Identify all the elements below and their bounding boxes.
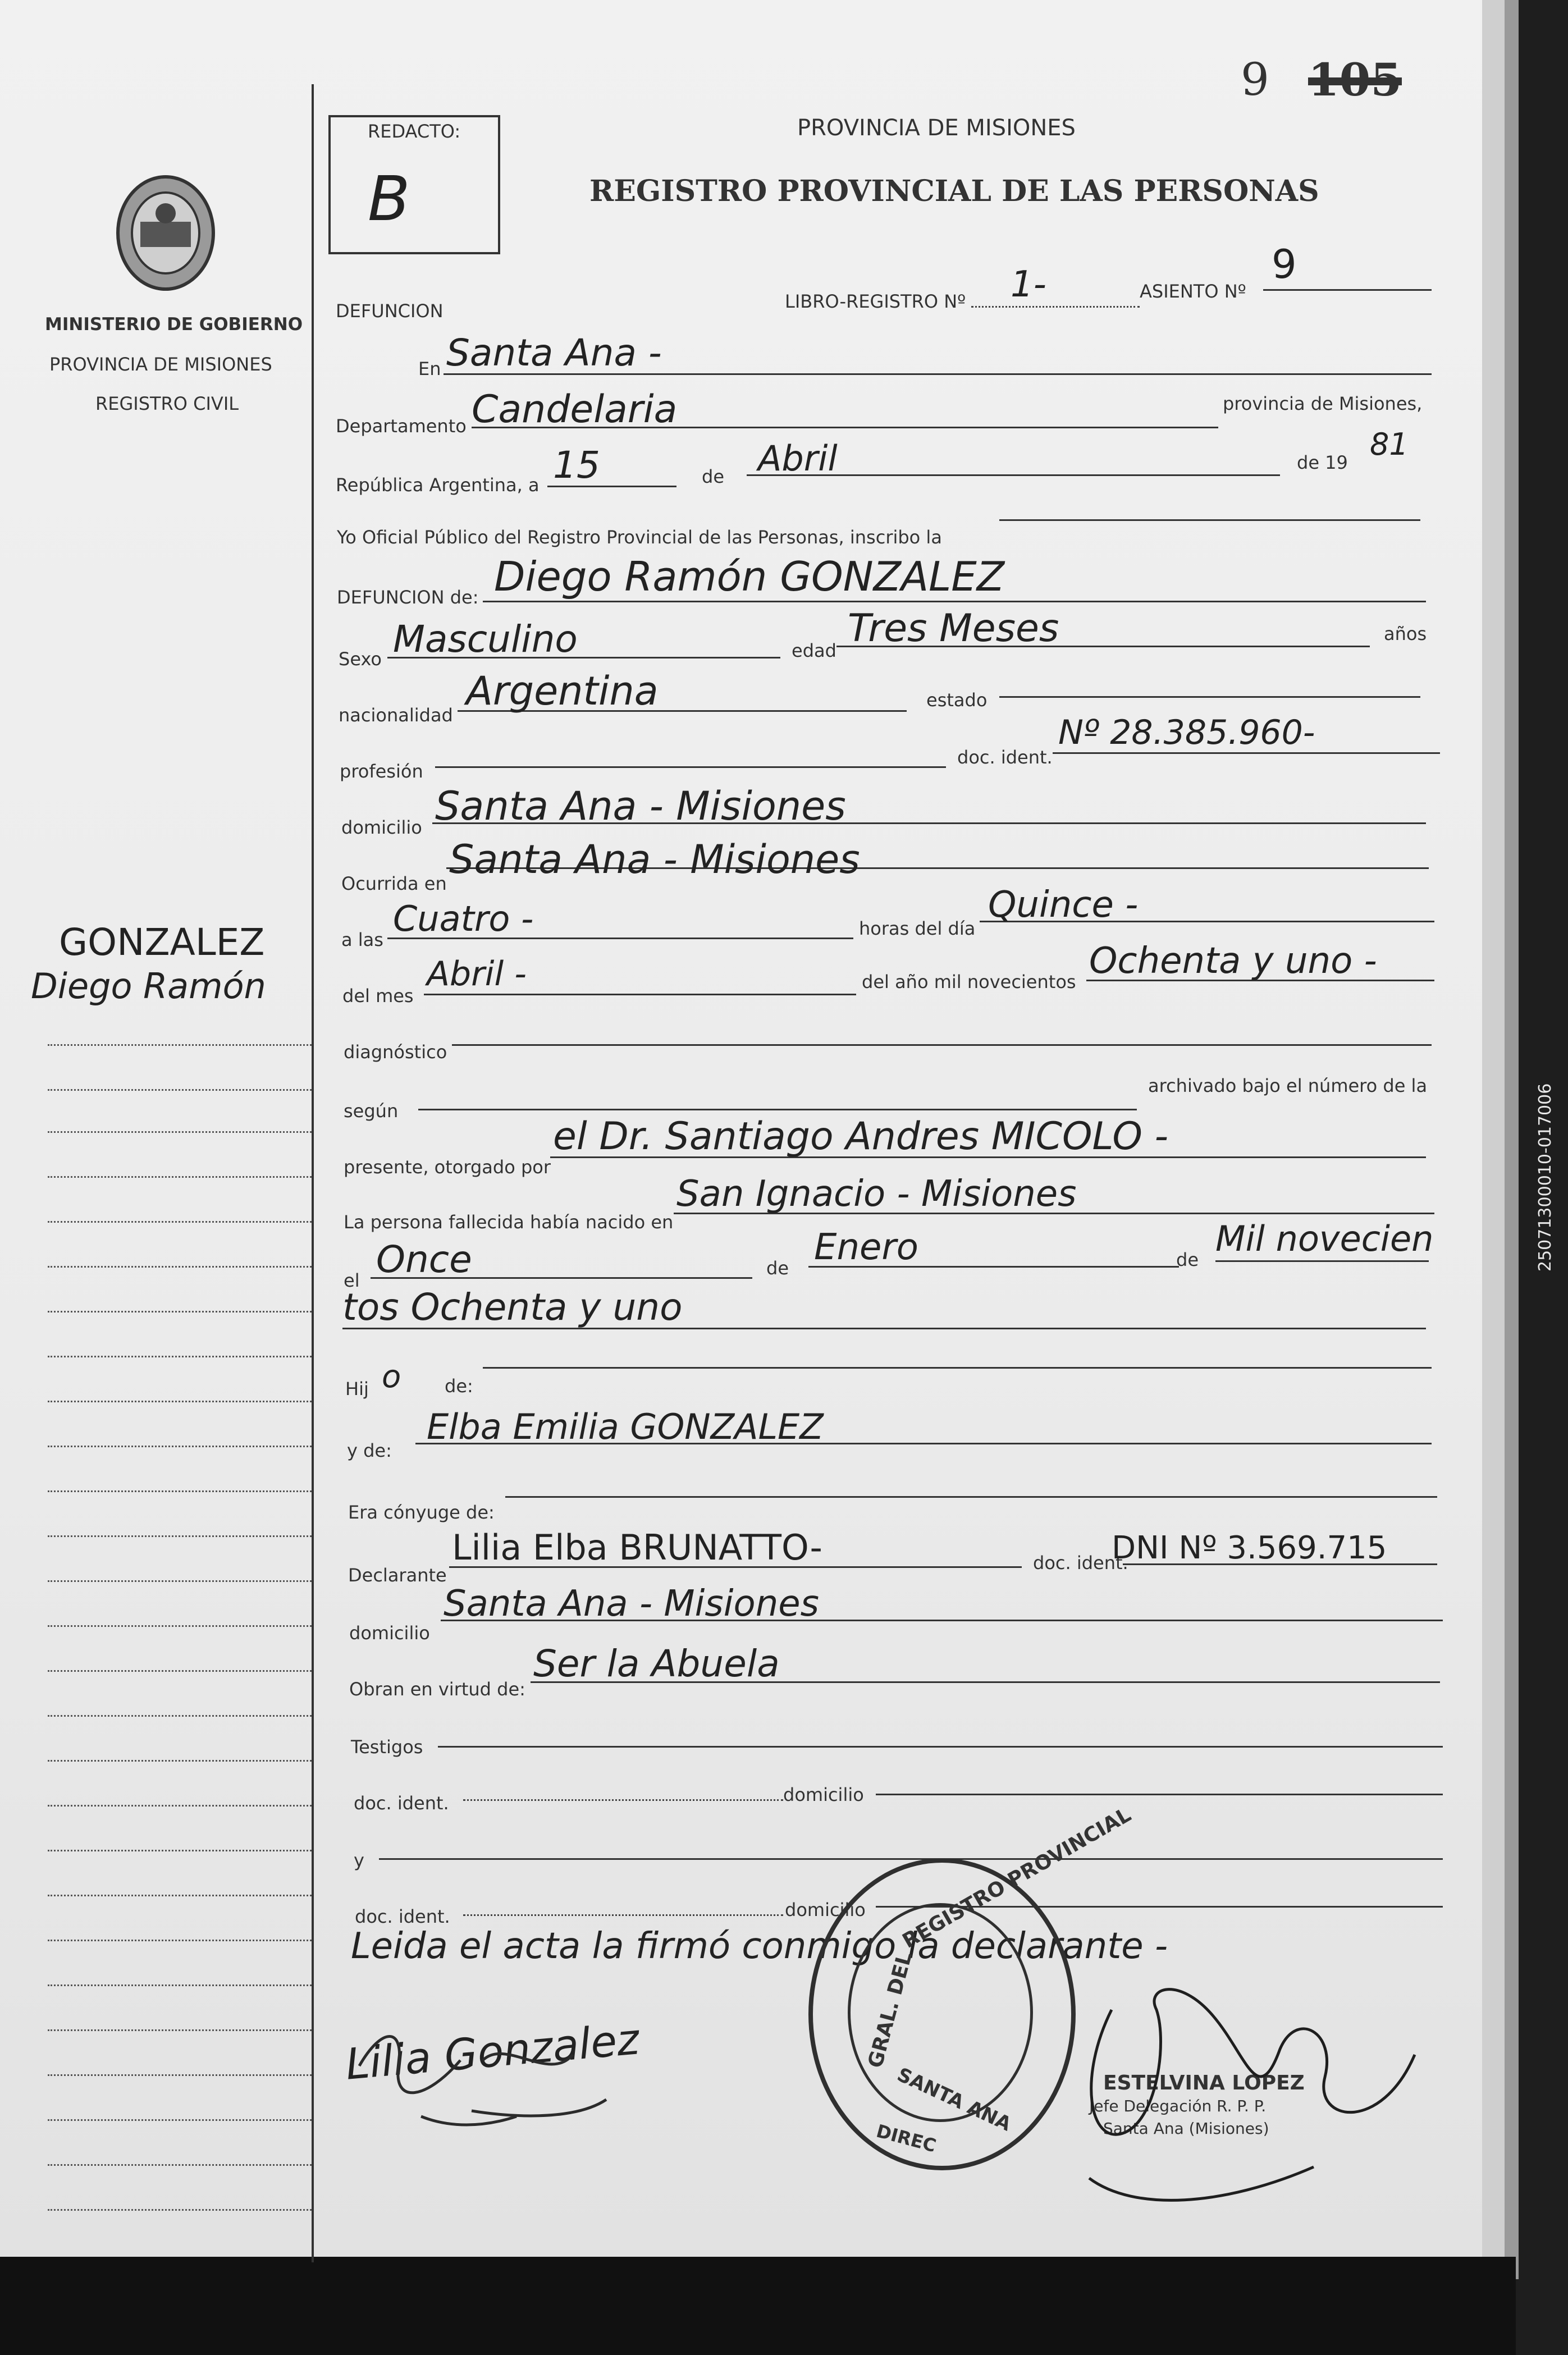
doc-ident-value: Nº 28.385.960- [1058,713,1315,752]
mes-texto-value: Abril - [427,954,527,994]
nacido-en-value: San Ignacio - Misiones [676,1173,1077,1215]
sexo-label: Sexo [339,648,382,670]
hijo-label: Hij [345,1378,369,1400]
ministry-label: MINISTERIO DE GOBIERNO [45,314,303,335]
sexo-value: Masculino [393,618,578,661]
obran-value: Ser la Abuela [533,1642,780,1685]
ano-value: 81 [1370,427,1409,462]
de-label-1: de [702,466,724,487]
nac-ano-line [1215,1260,1429,1262]
nombre-line [483,601,1426,602]
signature-declarante-scribble [337,1993,730,2139]
nacionalidad-label: nacionalidad [339,705,453,726]
nac-ano-value-1: Mil novecien [1215,1218,1434,1259]
seal-text-top: REGISTRO PROVINCIAL [898,1803,1135,1953]
testigo1-doc-label: doc. ident. [354,1792,449,1814]
de-label-3: de [1176,1249,1199,1270]
provincial-crest-icon [109,168,222,295]
asiento-line [1263,289,1432,291]
mes-value: Abril [758,438,838,479]
defuncion-de-label: DEFUNCION de: [337,587,479,608]
background-shadow [0,2257,1516,2355]
hijo-suffix: o [382,1359,401,1395]
estado-line [999,696,1420,698]
redacto-initial: B [368,163,410,235]
nombre-value: Diego Ramón GONZALEZ [494,553,1005,600]
seal-text-bottom2: DIREC [874,2120,939,2157]
official-signature [1044,1965,1448,2223]
de-label-2: de [766,1257,789,1279]
nacionalidad-value: Argentina [466,668,659,714]
testigo1-domicilio-line [876,1794,1443,1795]
redacto-label: REDACTO: [368,121,461,142]
otorgado-value: el Dr. Santiago Andres MICOLO - [553,1114,1169,1159]
firma-declarante: Lilia Gonzalez [344,2014,642,2089]
horas-dia-label: horas del día [859,918,976,939]
yo-oficial-line [999,519,1420,521]
declarante-value: Lilia Elba BRUNATTO- [452,1527,822,1568]
archivado-label: archivado bajo el número de la [1148,1075,1428,1096]
defuncion-header: DEFUNCION [336,300,444,322]
nacido-en-label: La persona fallecida había nacido en [344,1211,674,1233]
dia-value: 15 [553,443,600,487]
ocurrida-en-label: Ocurrida en [341,873,447,894]
edad-label: edad [792,640,836,661]
testigo1-doc-line [463,1799,783,1801]
registro-civil-label: REGISTRO CIVIL [95,393,239,414]
provincia-suffix: provincia de Misiones, [1223,393,1423,414]
profesion-label: profesión [340,761,423,782]
en-value: Santa Ana - [446,331,662,374]
declarante-doc-label: doc. ident. [1033,1552,1128,1574]
testigo2-doc-line [463,1914,783,1916]
anos-label: años [1384,623,1427,644]
era-conyuge-label: Era cónyuge de: [348,1502,495,1523]
margin-surname: GONZALEZ [59,921,265,964]
official-place: Santa Ana (Misiones) [1103,2119,1269,2138]
margin-divider [312,84,314,2262]
hijo-de-label: de: [445,1375,473,1397]
official-name: ESTELVINA LOPEZ [1103,2072,1305,2095]
seal-text-left: GRAL. DEL [863,1949,917,2071]
registry-title: REGISTRO PROVINCIAL DE LAS PERSONAS [589,174,1319,208]
declarante-domicilio-label: domicilio [349,1622,430,1644]
diagnostico-label: diagnóstico [344,1041,447,1063]
declarante-domicilio-value: Santa Ana - Misiones [444,1583,819,1625]
del-mes-label: del mes [342,985,414,1007]
doc-ident-label: doc. ident. [957,747,1053,768]
province-title: PROVINCIA DE MISIONES [797,115,1076,141]
declarante-doc-value: DNI Nº 3.569.715 [1112,1530,1387,1566]
dia-texto-value: Quince - [988,884,1139,926]
el-label: el [344,1270,360,1291]
de-19-label: de 19 [1297,452,1348,473]
page-number: 9 [1241,53,1269,106]
seal-text-bottom: SANTA ANA [893,2063,1015,2136]
segun-line [418,1109,1137,1110]
domicilio-label: domicilio [341,817,422,838]
a-las-label: a las [341,929,383,950]
libro-registro-line [971,306,1140,308]
page-number-struck: 105 [1308,53,1402,106]
nac-ano-value-2: tos Ochenta y uno [342,1286,683,1329]
nac-dia-value: Once [376,1238,472,1281]
madre-value: Elba Emilia GONZALEZ [427,1406,824,1447]
testigo2-doc-label: doc. ident. [355,1906,450,1927]
y-label: y [354,1850,364,1871]
declarante-label: Declarante [348,1565,447,1586]
yo-oficial-label: Yo Oficial Público del Registro Provincial de las Personas, inscribo la [337,527,942,548]
page-edge [1482,0,1505,2274]
asiento-label: ASIENTO Nº [1140,281,1246,302]
estado-label: estado [926,689,988,711]
obran-label: Obran en virtud de: [349,1679,525,1700]
nac-mes-value: Enero [814,1227,918,1268]
doc-ident-line [1053,752,1440,754]
republica-label: República Argentina, a [336,474,540,496]
conyuge-line [505,1496,1437,1498]
testigos-label: Testigos [351,1736,423,1758]
padre-line [483,1367,1432,1369]
ano-texto-value: Ochenta y uno - [1089,940,1377,982]
y-de-label: y de: [347,1440,392,1461]
testigos-line [438,1746,1443,1748]
departamento-label: Departamento [336,415,467,437]
presente-label: presente, otorgado por [344,1156,551,1178]
left-province-label: PROVINCIA DE MISIONES [49,354,272,375]
side-code: 25071300010-017006 [1535,1083,1555,1272]
a-las-value: Cuatro - [393,898,534,939]
asiento-value: 9 [1272,241,1297,287]
del-ano-label: del año mil novecientos [862,971,1076,993]
diagnostico-line [452,1044,1432,1046]
departamento-value: Candelaria [472,387,678,432]
en-label: En [418,358,441,379]
libro-registro-value: 1- [1011,264,1046,305]
mes-texto-line [424,994,856,995]
ocurrida-en-value: Santa Ana - Misiones [449,836,860,882]
domicilio-value: Santa Ana - Misiones [435,783,846,829]
page-edge-shadow [1505,0,1519,2279]
segun-label: según [344,1100,399,1122]
lectura-text: Leida el acta la firmó conmigo la declarante - [351,1926,1168,1967]
official-title: Jefe Delegación R. P. P. [1089,2097,1267,2115]
testigo2-line [379,1858,1443,1860]
testigo2-domicilio-label: domicilio [785,1899,866,1920]
testigo1-domicilio-label: domicilio [783,1784,864,1805]
edad-value: Tres Meses [848,606,1059,651]
libro-registro-label: LIBRO-REGISTRO Nº [785,291,966,312]
margin-given-names: Diego Ramón [31,966,266,1007]
profesion-line [435,766,946,768]
